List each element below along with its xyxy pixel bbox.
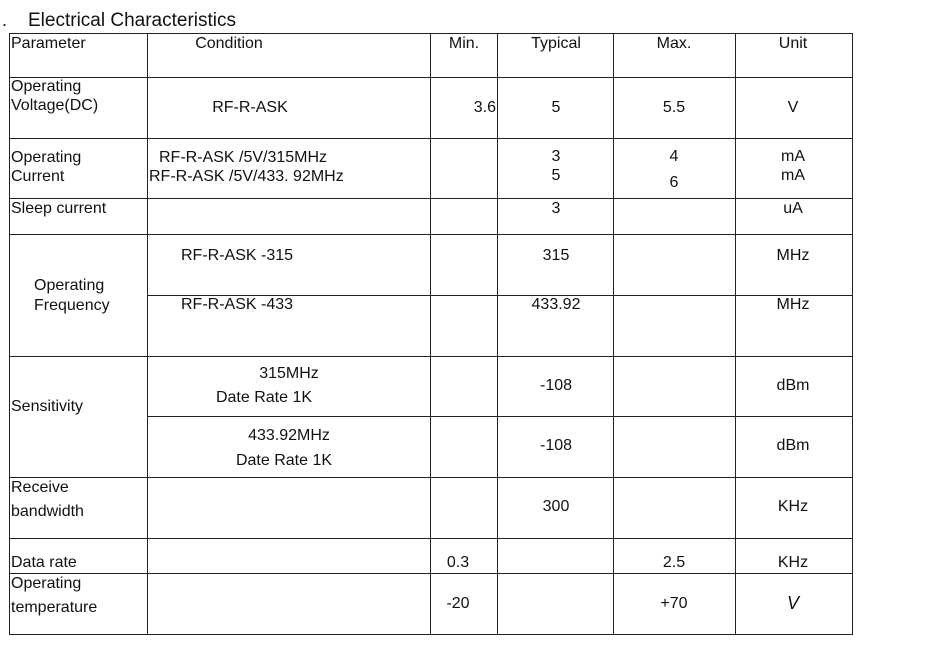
- header-unit: Unit: [778, 35, 808, 52]
- table-border-top: [9, 33, 853, 34]
- bandwidth-param-line2: bandwidth: [11, 503, 84, 520]
- voltage-typical: 5: [551, 99, 561, 116]
- current-param-line2: Current: [11, 168, 65, 185]
- sensitivity-typical2: -108: [539, 437, 573, 454]
- sensitivity-unit2: dBm: [776, 437, 810, 454]
- header-parameter: Parameter: [11, 35, 86, 52]
- frequency-param-line2: Frequency: [34, 297, 110, 314]
- current-param-line1: Operating: [11, 149, 82, 166]
- voltage-param-line1: Operating: [11, 78, 82, 95]
- frequency-unit-315: MHz: [776, 247, 810, 264]
- sleep-unit: uA: [783, 200, 803, 217]
- col-divider-unit: [735, 33, 736, 635]
- frequency-typical-433: 433.92: [531, 296, 581, 313]
- bandwidth-typical: 300: [542, 498, 570, 515]
- current-typical-line2: 5: [551, 167, 561, 184]
- header-min: Min.: [448, 35, 480, 52]
- frequency-condition-315: RF-R-ASK -315: [181, 247, 294, 264]
- table-border-bottom: [9, 634, 853, 635]
- frequency-unit-433: MHz: [776, 296, 810, 313]
- col-divider-typical: [497, 33, 498, 635]
- row-divider-sensitivity-inner: [148, 416, 853, 417]
- bandwidth-unit: KHz: [777, 498, 809, 515]
- datarate-unit: KHz: [777, 554, 809, 571]
- current-condition-line2: RF-R-ASK /5V/433. 92MHz: [149, 168, 344, 185]
- header-typical: Typical: [531, 35, 581, 52]
- frequency-condition-433: RF-R-ASK -433: [181, 296, 294, 313]
- voltage-param-line2: Voltage(DC): [11, 97, 99, 114]
- sensitivity-cond1-line1: 315MHz: [259, 365, 319, 382]
- voltage-condition: RF-R-ASK: [212, 99, 288, 116]
- sensitivity-cond1-line2: Date Rate 1K: [215, 389, 313, 406]
- temperature-param-line2: temperature: [11, 599, 98, 616]
- sensitivity-cond2-line1: 433.92MHz: [248, 427, 330, 444]
- temperature-max: +70: [660, 595, 688, 612]
- temperature-param-line1: Operating: [11, 575, 82, 592]
- row-divider-datarate: [9, 573, 853, 574]
- row-divider-frequency: [9, 356, 853, 357]
- row-divider-sensitivity: [9, 477, 853, 478]
- datarate-max: 2.5: [662, 554, 686, 571]
- sensitivity-typical1: -108: [539, 377, 573, 394]
- row-divider-sleep: [9, 234, 853, 235]
- current-max-line2: 6: [669, 174, 679, 191]
- sensitivity-unit1: dBm: [776, 377, 810, 394]
- current-condition-line1: RF-R-ASK /5V/315MHz: [159, 149, 328, 166]
- temperature-min: -20: [446, 595, 470, 612]
- voltage-max: 5.5: [662, 99, 686, 116]
- sleep-param: Sleep current: [11, 200, 107, 217]
- table-border-left: [9, 33, 10, 635]
- col-divider-max: [613, 33, 614, 635]
- row-divider-bandwidth: [9, 538, 853, 539]
- current-max-line1: 4: [669, 148, 679, 165]
- temperature-unit: V: [786, 593, 800, 613]
- frequency-param-line1: Operating: [34, 277, 105, 294]
- header-max: Max.: [656, 35, 692, 52]
- datarate-param: Data rate: [11, 554, 77, 571]
- col-divider-condition: [147, 33, 148, 635]
- col-divider-min: [430, 33, 431, 635]
- table-border-right: [852, 33, 853, 635]
- row-divider-current: [9, 198, 853, 199]
- row-divider-voltage: [9, 138, 853, 139]
- row-divider-header: [9, 77, 853, 78]
- section-title: Electrical Characteristics: [28, 10, 236, 31]
- sensitivity-cond2-line2: Date Rate 1K: [235, 452, 333, 469]
- bullet-marker: .: [2, 10, 8, 30]
- voltage-min: 3.6: [473, 99, 496, 116]
- frequency-typical-315: 315: [542, 247, 570, 264]
- current-typical-line1: 3: [551, 148, 561, 165]
- sensitivity-param: Sensitivity: [11, 398, 84, 415]
- current-unit-line2: mA: [781, 167, 805, 184]
- voltage-unit: V: [787, 99, 799, 116]
- datarate-min: 0.3: [446, 554, 470, 571]
- header-condition: Condition: [195, 35, 263, 52]
- current-unit-line1: mA: [781, 148, 805, 165]
- bandwidth-param-line1: Receive: [11, 479, 69, 496]
- sleep-typical: 3: [551, 200, 561, 217]
